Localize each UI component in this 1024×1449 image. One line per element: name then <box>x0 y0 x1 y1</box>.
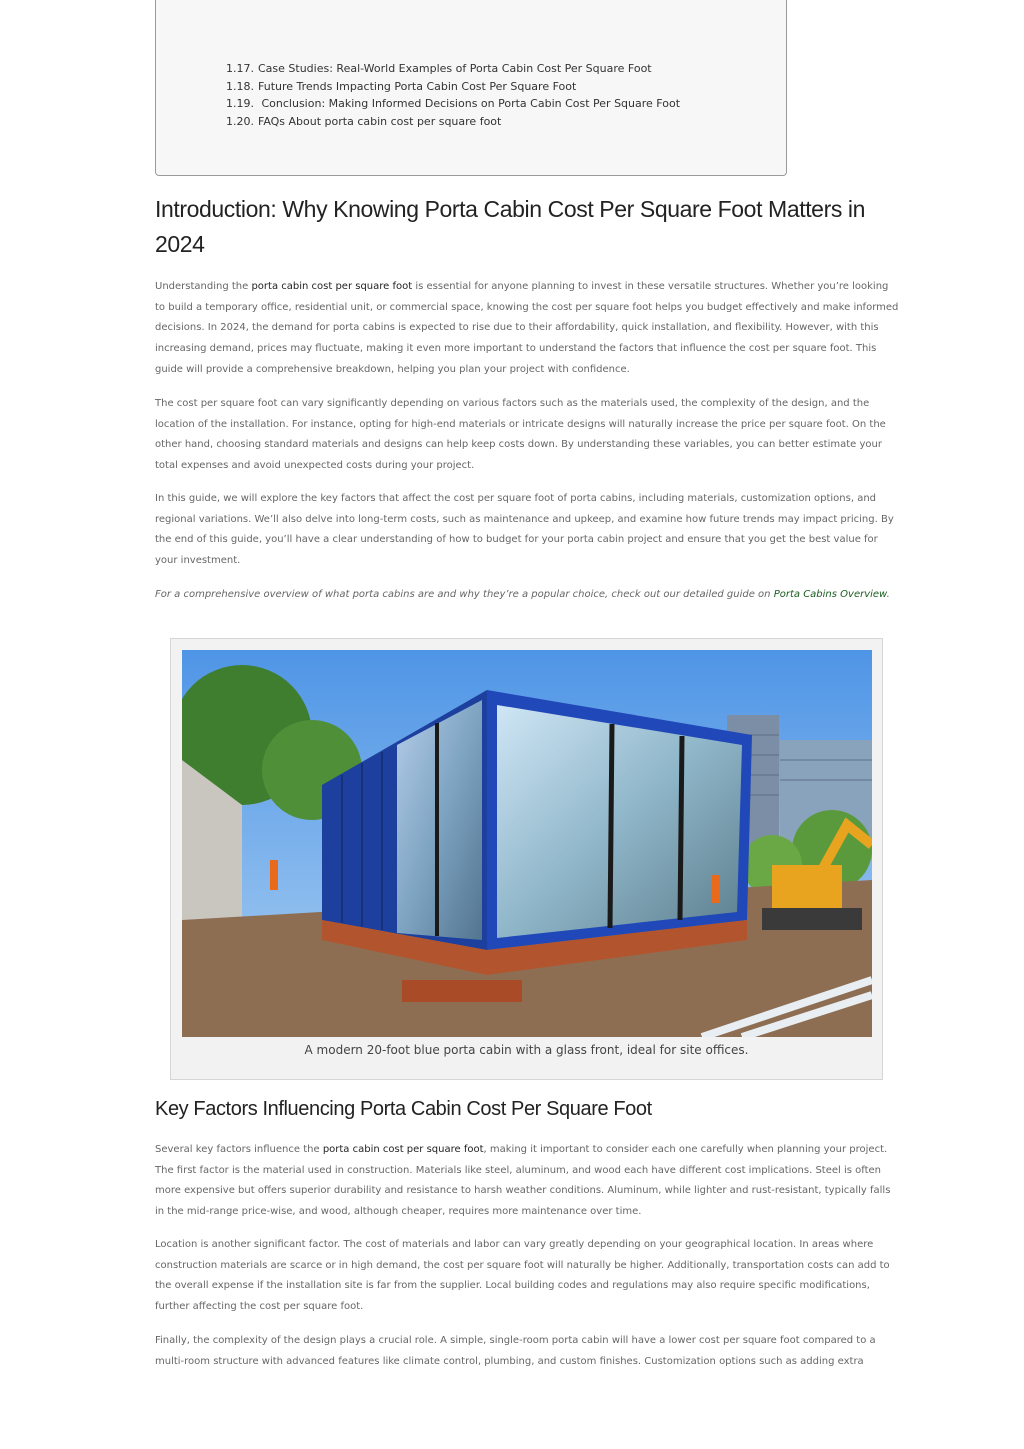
key-factors-heading: Key Factors Influencing Porta Cabin Cost Per Square Foot <box>155 1098 652 1120</box>
text-run: is essential for anyone planning to invest in these versatile structures. Whether you’re looking to build a temporary office, residential unit, or commercial space, knowing the cost per square foot helps you budget effectively and make informed decisions. In 2024, the demand for porta cabins is expected to rise due to their affordability, quick installation, and flexibility. However, with this increasing demand, prices may fluctuate, making it even more important to understand the factors that influence the cost per square foot. This guide will provide a comprehensive breakdown, helping you plan your project with confidence. <box>155 281 899 375</box>
toc-list <box>226 60 680 131</box>
toc-item[interactable] <box>226 95 680 113</box>
toc-link[interactable]: FAQs About porta cabin cost per square foot <box>258 115 502 129</box>
keyword-highlight: porta cabin cost per square foot <box>322 1144 484 1155</box>
intro-paragraph-1 <box>155 277 899 381</box>
toc-item[interactable] <box>226 60 680 78</box>
keyword-highlight: porta cabin cost per square foot <box>251 281 413 292</box>
text-run: Several key factors influence the <box>155 1144 323 1155</box>
toc-link[interactable]: Case Studies: Real-World Examples of Porta Cabin Cost Per Square Foot <box>258 62 652 75</box>
text-run: . <box>886 589 890 600</box>
porta-cabins-overview-link[interactable]: Porta Cabins Overview <box>773 589 887 600</box>
toc-link[interactable]: Conclusion: Making Informed Decisions on Porta Cabin Cost Per Square Foot <box>258 97 681 111</box>
toc-item-number: 1.20. <box>226 115 254 129</box>
porta-cabin-photo <box>182 650 872 1037</box>
cabin-figure <box>170 638 883 1080</box>
text-run: , making it important to consider each one carefully when planning your project. The first factor is the material used in construction. Materials like steel, aluminum, and wood each have different cost implications. Steel is often more expensive but offers superior durability and resistance to harsh weather conditions. Aluminum, while lighter and rust-resistant, typically falls in the mid-range price-wise, and wood, although cheaper, requires more maintenance over time. <box>155 1144 891 1218</box>
intro-heading: Introduction: Why Knowing Porta Cabin Cost Per Square Foot Matters in 2024 <box>155 196 866 257</box>
figure-caption: A modern 20-foot blue porta cabin with a glass front, ideal for site offices. <box>304 1043 749 1057</box>
intro-paragraph-4 <box>155 585 899 606</box>
key-factors-paragraph-3: Finally, the complexity of the design plays a crucial role. A simple, single-room porta cabin will have a lower cost per square foot compared to a multi-room structure with advanced features like climate control, plumbing, and custom finishes. Customization options such as adding extra <box>155 1335 876 1367</box>
text-run: For a comprehensive overview of what porta cabins are and why they’re a popular choice, check out our detailed guide on <box>155 589 774 600</box>
toc-item-number: 1.18. <box>226 79 254 93</box>
intro-paragraph-3: In this guide, we will explore the key factors that affect the cost per square foot of porta cabins, including materials, customization options, and regional variations. We’ll also delve into long-term costs, such as maintenance and upkeep, and examine how future trends may impact pricing. By the end of this guide, you’ll have a clear understanding of how to budget for your porta cabin project and ensure that you get the best value for your investment. <box>155 493 894 567</box>
toc-item-number: 1.17. <box>226 62 254 75</box>
toc-item[interactable] <box>226 78 680 96</box>
toc-item[interactable] <box>226 113 680 131</box>
key-factors-paragraph-2: Location is another significant factor. The cost of materials and labor can vary greatly depending on your geographical location. In areas where construction materials are scarce or in high demand, the cost per square foot will naturally be higher. Additionally, transportation costs can add to the overall expense if the installation site is far from the supplier. Local building codes and regulations may also require specific modifications, further affecting the cost per square foot. <box>155 1239 890 1313</box>
toc-link[interactable]: Future Trends Impacting Porta Cabin Cost Per Square Foot <box>258 79 577 93</box>
text-run: Understanding the <box>155 281 252 292</box>
toc-item-number: 1.19. <box>226 97 254 111</box>
key-factors-paragraph-1 <box>155 1140 899 1223</box>
table-of-contents <box>155 0 787 176</box>
intro-paragraph-2: The cost per square foot can vary significantly depending on various factors such as the materials used, the complexity of the design, and the location of the installation. For instance, opting for high-end materials or intricate designs will naturally increase the price per square foot. On the other hand, choosing standard materials and designs can help keep costs down. By understanding these variables, you can better estimate your total expenses and avoid unexpected costs during your project. <box>155 398 886 472</box>
